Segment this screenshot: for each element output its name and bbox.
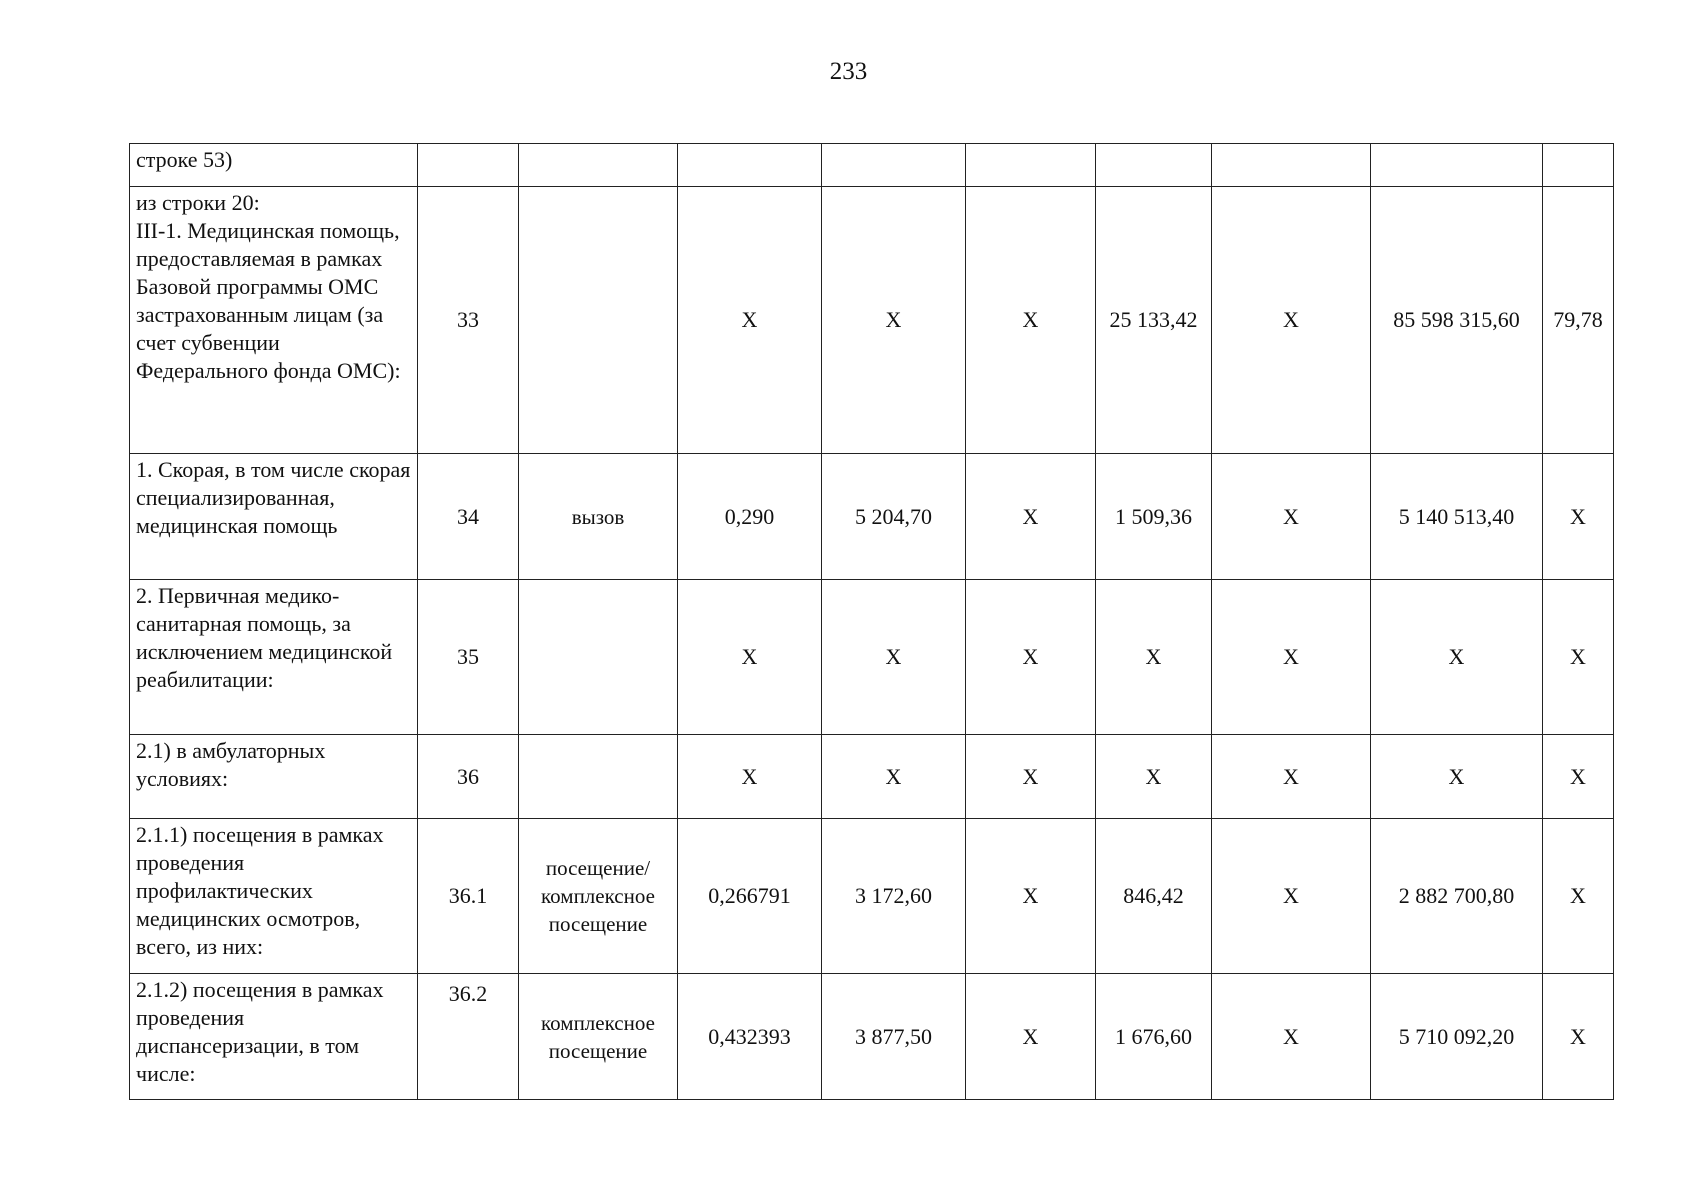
table-row (130, 735, 1614, 819)
value-cell: X (966, 580, 1096, 735)
value-cell: 0,266791 (678, 819, 822, 974)
value-cell: X (1543, 454, 1614, 580)
value-cell: X (1212, 454, 1371, 580)
unit-cell (519, 144, 678, 187)
value-cell: X (966, 187, 1096, 454)
value-cell: X (1212, 580, 1371, 735)
value-cell: 25 133,42 (1096, 187, 1212, 454)
row-name-cell: 2.1) в амбулаторных условиях: (130, 735, 418, 819)
value-cell: X (1543, 580, 1614, 735)
row-number-cell (418, 144, 519, 187)
value-cell: 2 882 700,80 (1371, 819, 1543, 974)
value-cell: X (1212, 974, 1371, 1100)
row-number-cell: 36.2 (418, 974, 519, 1100)
row-number-cell: 36 (418, 735, 519, 819)
value-cell: 5 140 513,40 (1371, 454, 1543, 580)
row-name-cell: из строки 20: III-1. Медицинская помощь, предоставляемая в рамках Базовой программы ОМС застрахованным лицам (за счет субвенции Федерального фонда ОМС): (130, 187, 418, 454)
row-number-cell: 35 (418, 580, 519, 735)
row-name-cell: 2.1.1) посещения в рамках проведения профилактических медицинских осмотров, всего, из них: (130, 819, 418, 974)
value-cell: X (1543, 819, 1614, 974)
row-number-cell: 33 (418, 187, 519, 454)
value-cell: X (966, 819, 1096, 974)
table-row (130, 819, 1614, 974)
data-table (129, 143, 1614, 1100)
row-name-cell: 1. Скорая, в том числе скорая специализированная, медицинская помощь (130, 454, 418, 580)
unit-cell (519, 187, 678, 454)
table-row (130, 974, 1614, 1100)
table-row (130, 187, 1614, 454)
row-number-cell: 34 (418, 454, 519, 580)
value-cell (966, 144, 1096, 187)
value-cell: 846,42 (1096, 819, 1212, 974)
value-cell: X (822, 735, 966, 819)
page-number: 233 (829, 58, 868, 85)
value-cell: X (966, 735, 1096, 819)
value-cell: 3 877,50 (822, 974, 966, 1100)
value-cell: X (1096, 580, 1212, 735)
unit-cell: комплексное посещение (519, 974, 678, 1100)
unit-cell: вызов (519, 454, 678, 580)
value-cell: 0,290 (678, 454, 822, 580)
value-cell (1543, 144, 1614, 187)
value-cell: 5 710 092,20 (1371, 974, 1543, 1100)
value-cell (1371, 144, 1543, 187)
table-row (130, 454, 1614, 580)
value-cell: X (822, 580, 966, 735)
value-cell: X (1096, 735, 1212, 819)
value-cell: X (966, 454, 1096, 580)
value-cell: X (1371, 580, 1543, 735)
value-cell: 5 204,70 (822, 454, 966, 580)
row-name-cell: 2. Первичная медико-санитарная помощь, за исключением медицинской реабилитации: (130, 580, 418, 735)
value-cell: X (1371, 735, 1543, 819)
value-cell: X (678, 580, 822, 735)
value-cell: 0,432393 (678, 974, 822, 1100)
value-cell: 1 509,36 (1096, 454, 1212, 580)
table-row (130, 144, 1614, 187)
value-cell: 85 598 315,60 (1371, 187, 1543, 454)
value-cell: X (1543, 974, 1614, 1100)
value-cell (1096, 144, 1212, 187)
value-cell: X (822, 187, 966, 454)
value-cell: 79,78 (1543, 187, 1614, 454)
value-cell: 3 172,60 (822, 819, 966, 974)
value-cell (1212, 144, 1371, 187)
unit-cell: посещение/ комплексное посещение (519, 819, 678, 974)
unit-cell (519, 580, 678, 735)
value-cell: X (678, 735, 822, 819)
value-cell: X (1543, 735, 1614, 819)
value-cell: X (678, 187, 822, 454)
unit-cell (519, 735, 678, 819)
row-name-cell: 2.1.2) посещения в рамках проведения диспансеризации, в том числе: (130, 974, 418, 1100)
row-name-cell: строке 53) (130, 144, 418, 187)
value-cell: X (1212, 819, 1371, 974)
value-cell (678, 144, 822, 187)
value-cell: X (1212, 187, 1371, 454)
value-cell (822, 144, 966, 187)
table-row (130, 580, 1614, 735)
value-cell: X (966, 974, 1096, 1100)
value-cell: X (1212, 735, 1371, 819)
value-cell: 1 676,60 (1096, 974, 1212, 1100)
row-number-cell: 36.1 (418, 819, 519, 974)
